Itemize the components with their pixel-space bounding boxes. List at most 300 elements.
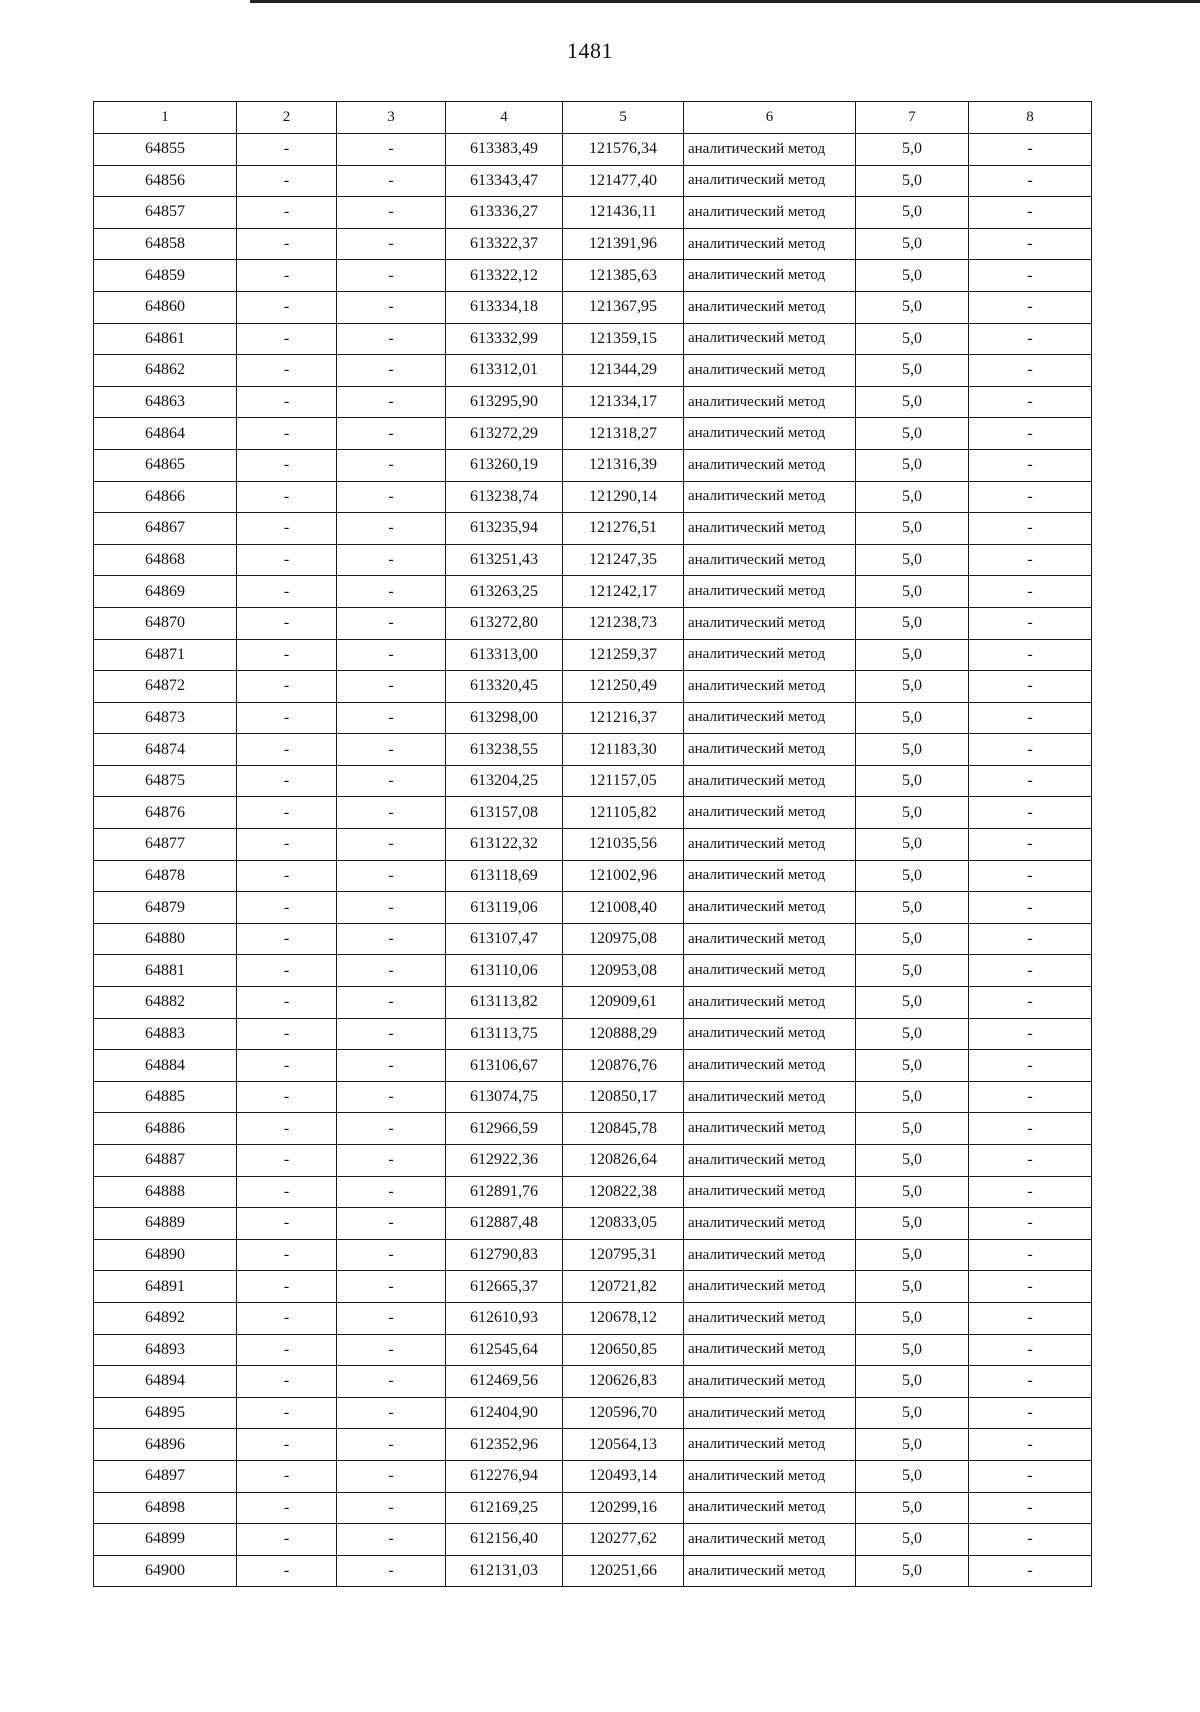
col2-cell: - [237,702,337,734]
column-header: 3 [337,102,446,134]
col8-cell: - [969,260,1092,292]
point-number-cell: 64865 [94,449,237,481]
table-row [94,797,1092,829]
table-row [94,1460,1092,1492]
col3-cell: - [337,260,446,292]
coord-y-cell: 120850,17 [563,1081,684,1113]
col3-cell: - [337,544,446,576]
point-number-cell: 64861 [94,323,237,355]
table-row [94,418,1092,450]
coord-y-cell: 121250,49 [563,671,684,703]
method-cell: аналитический метод [684,639,856,671]
method-cell: аналитический метод [684,355,856,387]
accuracy-cell: 5,0 [856,923,969,955]
point-number-cell: 64856 [94,165,237,197]
col8-cell: - [969,607,1092,639]
point-number-cell: 64867 [94,513,237,545]
method-cell: аналитический метод [684,418,856,450]
col2-cell: - [237,449,337,481]
col2-cell: - [237,1113,337,1145]
coord-y-cell: 121157,05 [563,765,684,797]
method-cell: аналитический метод [684,1302,856,1334]
point-number-cell: 64884 [94,1050,237,1082]
coord-y-cell: 120953,08 [563,955,684,987]
col8-cell: - [969,1239,1092,1271]
col8-cell: - [969,386,1092,418]
method-cell: аналитический метод [684,165,856,197]
point-number-cell: 64894 [94,1366,237,1398]
col8-cell: - [969,1366,1092,1398]
coord-y-cell: 121247,35 [563,544,684,576]
col2-cell: - [237,1081,337,1113]
coord-x-cell: 612891,76 [446,1176,563,1208]
accuracy-cell: 5,0 [856,1334,969,1366]
method-cell: аналитический метод [684,1271,856,1303]
point-number-cell: 64899 [94,1524,237,1556]
table-row [94,639,1092,671]
accuracy-cell: 5,0 [856,260,969,292]
column-header: 2 [237,102,337,134]
col3-cell: - [337,923,446,955]
col8-cell: - [969,1018,1092,1050]
method-cell: аналитический метод [684,449,856,481]
col8-cell: - [969,576,1092,608]
col2-cell: - [237,1366,337,1398]
point-number-cell: 64879 [94,892,237,924]
method-cell: аналитический метод [684,513,856,545]
col8-cell: - [969,923,1092,955]
col8-cell: - [969,1050,1092,1082]
coord-y-cell: 121276,51 [563,513,684,545]
accuracy-cell: 5,0 [856,481,969,513]
col3-cell: - [337,513,446,545]
coord-y-cell: 121216,37 [563,702,684,734]
col2-cell: - [237,544,337,576]
coord-y-cell: 121477,40 [563,165,684,197]
col3-cell: - [337,829,446,861]
point-number-cell: 64870 [94,607,237,639]
coord-x-cell: 613204,25 [446,765,563,797]
col8-cell: - [969,197,1092,229]
col3-cell: - [337,607,446,639]
coord-x-cell: 612545,64 [446,1334,563,1366]
col3-cell: - [337,1113,446,1145]
col8-cell: - [969,671,1092,703]
point-number-cell: 64897 [94,1460,237,1492]
coord-y-cell: 120833,05 [563,1208,684,1240]
coord-x-cell: 613272,29 [446,418,563,450]
point-number-cell: 64875 [94,765,237,797]
coord-x-cell: 613074,75 [446,1081,563,1113]
point-number-cell: 64882 [94,987,237,1019]
col8-cell: - [969,134,1092,166]
coord-y-cell: 120650,85 [563,1334,684,1366]
coord-y-cell: 120251,66 [563,1555,684,1587]
col8-cell: - [969,291,1092,323]
point-number-cell: 64887 [94,1145,237,1177]
point-number-cell: 64864 [94,418,237,450]
col8-cell: - [969,1113,1092,1145]
col2-cell: - [237,386,337,418]
col8-cell: - [969,829,1092,861]
col2-cell: - [237,765,337,797]
accuracy-cell: 5,0 [856,1081,969,1113]
coord-x-cell: 612276,94 [446,1460,563,1492]
coord-x-cell: 612131,03 [446,1555,563,1587]
col3-cell: - [337,955,446,987]
col3-cell: - [337,860,446,892]
column-header: 5 [563,102,684,134]
coord-y-cell: 121436,11 [563,197,684,229]
coord-x-cell: 613343,47 [446,165,563,197]
coord-y-cell: 120909,61 [563,987,684,1019]
accuracy-cell: 5,0 [856,1397,969,1429]
table-row [94,228,1092,260]
point-number-cell: 64888 [94,1176,237,1208]
point-number-cell: 64896 [94,1429,237,1461]
table-row [94,1081,1092,1113]
coord-y-cell: 120845,78 [563,1113,684,1145]
col2-cell: - [237,607,337,639]
table-row [94,1176,1092,1208]
col3-cell: - [337,797,446,829]
accuracy-cell: 5,0 [856,639,969,671]
col2-cell: - [237,1145,337,1177]
coord-x-cell: 613313,00 [446,639,563,671]
col8-cell: - [969,1460,1092,1492]
coord-y-cell: 121576,34 [563,134,684,166]
method-cell: аналитический метод [684,923,856,955]
accuracy-cell: 5,0 [856,607,969,639]
table-row [94,734,1092,766]
table-body [94,134,1092,1587]
point-number-cell: 64881 [94,955,237,987]
accuracy-cell: 5,0 [856,544,969,576]
method-cell: аналитический метод [684,1145,856,1177]
col2-cell: - [237,1555,337,1587]
col2-cell: - [237,228,337,260]
coord-y-cell: 120277,62 [563,1524,684,1556]
point-number-cell: 64885 [94,1081,237,1113]
coord-x-cell: 612169,25 [446,1492,563,1524]
col8-cell: - [969,892,1092,924]
method-cell: аналитический метод [684,1050,856,1082]
coord-y-cell: 120299,16 [563,1492,684,1524]
col2-cell: - [237,1334,337,1366]
point-number-cell: 64890 [94,1239,237,1271]
table-row [94,386,1092,418]
coord-y-cell: 120826,64 [563,1145,684,1177]
col8-cell: - [969,1176,1092,1208]
coord-y-cell: 120876,76 [563,1050,684,1082]
accuracy-cell: 5,0 [856,1302,969,1334]
method-cell: аналитический метод [684,860,856,892]
col8-cell: - [969,323,1092,355]
point-number-cell: 64893 [94,1334,237,1366]
method-cell: аналитический метод [684,1208,856,1240]
col2-cell: - [237,955,337,987]
method-cell: аналитический метод [684,1113,856,1145]
coord-x-cell: 613332,99 [446,323,563,355]
table-row [94,987,1092,1019]
col2-cell: - [237,797,337,829]
table-row [94,1429,1092,1461]
method-cell: аналитический метод [684,702,856,734]
method-cell: аналитический метод [684,1555,856,1587]
method-cell: аналитический метод [684,671,856,703]
table-row [94,323,1092,355]
point-number-cell: 64873 [94,702,237,734]
method-cell: аналитический метод [684,1492,856,1524]
table-row [94,1239,1092,1271]
coord-x-cell: 613263,25 [446,576,563,608]
coord-x-cell: 612922,36 [446,1145,563,1177]
method-cell: аналитический метод [684,1176,856,1208]
point-number-cell: 64892 [94,1302,237,1334]
table-row [94,260,1092,292]
coord-y-cell: 120888,29 [563,1018,684,1050]
coord-y-cell: 121344,29 [563,355,684,387]
method-cell: аналитический метод [684,1366,856,1398]
col3-cell: - [337,1429,446,1461]
method-cell: аналитический метод [684,1239,856,1271]
col8-cell: - [969,1271,1092,1303]
column-header: 7 [856,102,969,134]
coord-y-cell: 121008,40 [563,892,684,924]
coord-y-cell: 121105,82 [563,797,684,829]
accuracy-cell: 5,0 [856,671,969,703]
table-row [94,513,1092,545]
col8-cell: - [969,1208,1092,1240]
col3-cell: - [337,1208,446,1240]
col3-cell: - [337,228,446,260]
table-row [94,1524,1092,1556]
table-row [94,1397,1092,1429]
accuracy-cell: 5,0 [856,1460,969,1492]
coord-x-cell: 612404,90 [446,1397,563,1429]
method-cell: аналитический метод [684,1018,856,1050]
method-cell: аналитический метод [684,797,856,829]
accuracy-cell: 5,0 [856,1555,969,1587]
accuracy-cell: 5,0 [856,1208,969,1240]
point-number-cell: 64883 [94,1018,237,1050]
accuracy-cell: 5,0 [856,513,969,545]
table-header-row [94,102,1092,134]
coordinates-table [93,101,1092,1587]
col3-cell: - [337,576,446,608]
coord-x-cell: 613320,45 [446,671,563,703]
col3-cell: - [337,1081,446,1113]
table-row [94,291,1092,323]
table-row [94,1208,1092,1240]
table-row [94,1113,1092,1145]
accuracy-cell: 5,0 [856,1176,969,1208]
col3-cell: - [337,1239,446,1271]
method-cell: аналитический метод [684,1397,856,1429]
accuracy-cell: 5,0 [856,1366,969,1398]
method-cell: аналитический метод [684,197,856,229]
col2-cell: - [237,1050,337,1082]
coord-x-cell: 613122,32 [446,829,563,861]
col8-cell: - [969,513,1092,545]
point-number-cell: 64898 [94,1492,237,1524]
col8-cell: - [969,1492,1092,1524]
coord-x-cell: 613113,75 [446,1018,563,1050]
table-row [94,1050,1092,1082]
column-header: 4 [446,102,563,134]
coord-y-cell: 121183,30 [563,734,684,766]
accuracy-cell: 5,0 [856,228,969,260]
accuracy-cell: 5,0 [856,955,969,987]
col8-cell: - [969,987,1092,1019]
method-cell: аналитический метод [684,829,856,861]
method-cell: аналитический метод [684,134,856,166]
accuracy-cell: 5,0 [856,892,969,924]
coord-x-cell: 613272,80 [446,607,563,639]
table-row [94,1555,1092,1587]
col3-cell: - [337,734,446,766]
accuracy-cell: 5,0 [856,291,969,323]
coord-x-cell: 613322,37 [446,228,563,260]
col2-cell: - [237,1271,337,1303]
coord-y-cell: 121002,96 [563,860,684,892]
col2-cell: - [237,165,337,197]
col8-cell: - [969,797,1092,829]
col3-cell: - [337,1176,446,1208]
coord-x-cell: 613298,00 [446,702,563,734]
table-row [94,829,1092,861]
table-row [94,1271,1092,1303]
coord-x-cell: 613110,06 [446,955,563,987]
col2-cell: - [237,260,337,292]
point-number-cell: 64855 [94,134,237,166]
col2-cell: - [237,639,337,671]
col2-cell: - [237,481,337,513]
col3-cell: - [337,1145,446,1177]
accuracy-cell: 5,0 [856,134,969,166]
coord-y-cell: 121290,14 [563,481,684,513]
table-row [94,355,1092,387]
method-cell: аналитический метод [684,323,856,355]
accuracy-cell: 5,0 [856,1492,969,1524]
method-cell: аналитический метод [684,1429,856,1461]
col3-cell: - [337,1302,446,1334]
accuracy-cell: 5,0 [856,386,969,418]
coord-x-cell: 613295,90 [446,386,563,418]
col2-cell: - [237,1208,337,1240]
accuracy-cell: 5,0 [856,829,969,861]
col3-cell: - [337,1050,446,1082]
accuracy-cell: 5,0 [856,734,969,766]
col2-cell: - [237,1524,337,1556]
point-number-cell: 64868 [94,544,237,576]
col2-cell: - [237,1429,337,1461]
col3-cell: - [337,1460,446,1492]
method-cell: аналитический метод [684,1081,856,1113]
table-row [94,765,1092,797]
point-number-cell: 64891 [94,1271,237,1303]
col3-cell: - [337,134,446,166]
col3-cell: - [337,702,446,734]
col3-cell: - [337,765,446,797]
point-number-cell: 64862 [94,355,237,387]
coord-x-cell: 613107,47 [446,923,563,955]
coord-x-cell: 613251,43 [446,544,563,576]
table-row [94,1145,1092,1177]
method-cell: аналитический метод [684,576,856,608]
coord-x-cell: 613238,55 [446,734,563,766]
column-header: 6 [684,102,856,134]
column-header: 1 [94,102,237,134]
coord-y-cell: 121367,95 [563,291,684,323]
point-number-cell: 64858 [94,228,237,260]
col8-cell: - [969,702,1092,734]
col8-cell: - [969,860,1092,892]
point-number-cell: 64872 [94,671,237,703]
accuracy-cell: 5,0 [856,1050,969,1082]
table-row [94,1492,1092,1524]
accuracy-cell: 5,0 [856,797,969,829]
coord-x-cell: 612352,96 [446,1429,563,1461]
col8-cell: - [969,1555,1092,1587]
table-row [94,702,1092,734]
col3-cell: - [337,1397,446,1429]
col2-cell: - [237,513,337,545]
point-number-cell: 64869 [94,576,237,608]
coord-y-cell: 120564,13 [563,1429,684,1461]
accuracy-cell: 5,0 [856,165,969,197]
method-cell: аналитический метод [684,544,856,576]
coord-x-cell: 613118,69 [446,860,563,892]
method-cell: аналитический метод [684,260,856,292]
point-number-cell: 64863 [94,386,237,418]
col2-cell: - [237,1460,337,1492]
col3-cell: - [337,892,446,924]
accuracy-cell: 5,0 [856,1524,969,1556]
col3-cell: - [337,987,446,1019]
col3-cell: - [337,671,446,703]
col2-cell: - [237,734,337,766]
table-row [94,544,1092,576]
coord-y-cell: 121316,39 [563,449,684,481]
col2-cell: - [237,323,337,355]
col3-cell: - [337,1334,446,1366]
col3-cell: - [337,639,446,671]
accuracy-cell: 5,0 [856,1429,969,1461]
col8-cell: - [969,355,1092,387]
method-cell: аналитический метод [684,734,856,766]
method-cell: аналитический метод [684,481,856,513]
coord-y-cell: 121359,15 [563,323,684,355]
method-cell: аналитический метод [684,1334,856,1366]
coord-y-cell: 120975,08 [563,923,684,955]
col2-cell: - [237,355,337,387]
accuracy-cell: 5,0 [856,449,969,481]
col8-cell: - [969,1302,1092,1334]
table-row [94,576,1092,608]
col3-cell: - [337,449,446,481]
col2-cell: - [237,134,337,166]
col3-cell: - [337,1366,446,1398]
coord-x-cell: 613322,12 [446,260,563,292]
coord-y-cell: 120721,82 [563,1271,684,1303]
point-number-cell: 64876 [94,797,237,829]
coord-y-cell: 120493,14 [563,1460,684,1492]
coord-y-cell: 120678,12 [563,1302,684,1334]
col3-cell: - [337,1492,446,1524]
accuracy-cell: 5,0 [856,1271,969,1303]
table-row [94,607,1092,639]
